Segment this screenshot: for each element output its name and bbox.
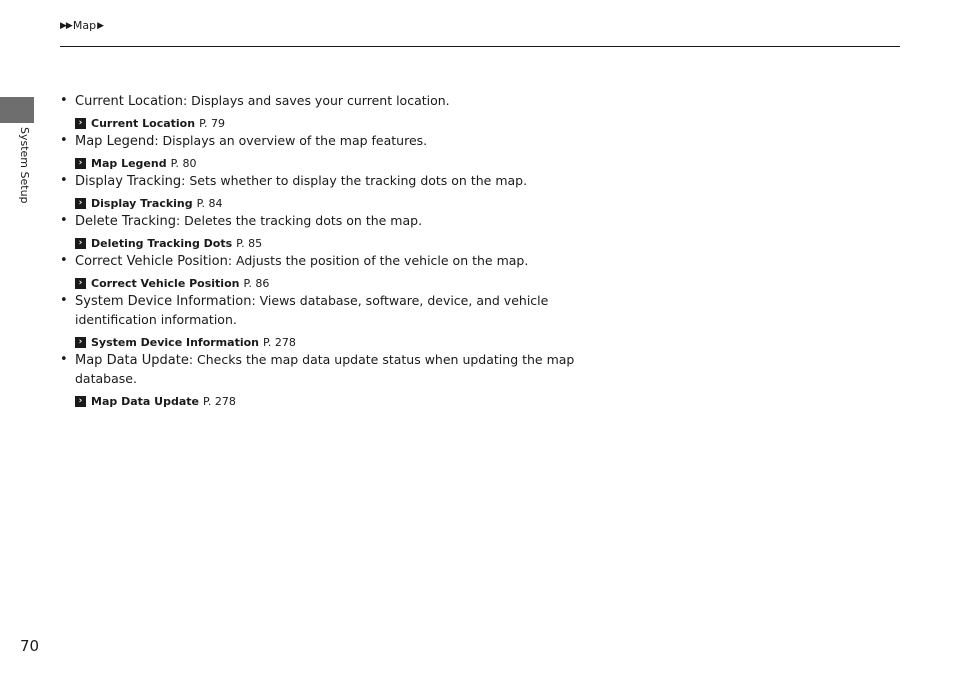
item-term: System Device Information	[75, 294, 252, 309]
item-description: : Views database, software, device, and vehicle identification information.	[75, 293, 549, 327]
cross-reference-link[interactable]	[75, 195, 580, 212]
cross-reference-link[interactable]	[75, 155, 580, 172]
reference-page[interactable]: P. 84	[196, 197, 223, 210]
cross-reference-link[interactable]	[75, 275, 580, 292]
bullet-icon: •	[60, 253, 68, 268]
reference-page[interactable]: P. 85	[236, 237, 263, 250]
item-term: Map Legend	[75, 134, 155, 149]
item-description: : Adjusts the position of the vehicle on the map.	[227, 253, 529, 268]
item-term: Display Tracking	[75, 174, 182, 189]
bullet-icon: •	[60, 352, 68, 367]
item-description: : Sets whether to display the tracking dots on the map.	[181, 173, 528, 188]
bullet-icon: •	[60, 173, 68, 188]
reference-title[interactable]: Display Tracking	[91, 197, 193, 210]
reference-arrow-icon: ›	[75, 198, 86, 209]
cross-reference-link[interactable]	[75, 235, 580, 252]
list-item	[60, 92, 580, 111]
reference-page[interactable]: P. 278	[263, 336, 296, 349]
bullet-icon: •	[60, 213, 68, 228]
reference-title[interactable]: System Device Information	[91, 336, 259, 349]
reference-title[interactable]: Deleting Tracking Dots	[91, 237, 233, 250]
item-term: Map Data Update	[75, 353, 189, 368]
reference-arrow-icon: ›	[75, 118, 86, 129]
reference-arrow-icon: ›	[75, 158, 86, 169]
list-item	[60, 351, 580, 389]
item-description: : Checks the map data update status when updating the map database.	[75, 352, 575, 386]
breadcrumb	[60, 19, 103, 32]
section-side-label: System Setup	[18, 127, 31, 204]
list-item	[60, 292, 580, 330]
reference-page[interactable]: P. 79	[199, 117, 225, 130]
reference-title[interactable]: Correct Vehicle Position	[91, 277, 240, 290]
bullet-icon: •	[60, 133, 68, 148]
reference-page[interactable]: P. 86	[243, 277, 270, 290]
right-triangle-icon: ▶	[97, 20, 103, 31]
list-item	[60, 252, 580, 271]
reference-page[interactable]: P. 80	[170, 157, 197, 170]
item-term: Delete Tracking	[75, 214, 176, 229]
item-term: Current Location	[75, 94, 183, 109]
item-description: : Displays an overview of the map features.	[154, 133, 428, 148]
reference-title[interactable]: Current Location	[91, 117, 196, 130]
feature-list	[60, 92, 580, 410]
item-description: : Deletes the tracking dots on the map.	[175, 213, 423, 228]
reference-title[interactable]: Map Legend	[91, 157, 167, 170]
reference-arrow-icon: ›	[75, 238, 86, 249]
section-tab-marker	[0, 97, 34, 123]
reference-title[interactable]: Map Data Update	[91, 395, 199, 408]
cross-reference-link[interactable]	[75, 393, 580, 410]
list-item	[60, 132, 580, 151]
double-right-triangle-icon: ▶▶	[60, 20, 72, 31]
bullet-icon: •	[60, 293, 68, 308]
reference-arrow-icon: ›	[75, 278, 86, 289]
reference-page[interactable]: P. 278	[202, 395, 236, 408]
header-divider	[60, 46, 900, 47]
breadcrumb-label: Map	[72, 19, 97, 32]
cross-reference-link[interactable]	[75, 334, 580, 351]
list-item	[60, 212, 580, 231]
bullet-icon: •	[60, 93, 68, 108]
item-term: Correct Vehicle Position	[75, 254, 228, 269]
reference-arrow-icon: ›	[75, 396, 86, 407]
list-item	[60, 172, 580, 191]
reference-arrow-icon: ›	[75, 337, 86, 348]
page-number: 70	[20, 637, 40, 655]
item-description: : Displays and saves your current location.	[182, 93, 450, 108]
cross-reference-link[interactable]	[75, 115, 580, 132]
